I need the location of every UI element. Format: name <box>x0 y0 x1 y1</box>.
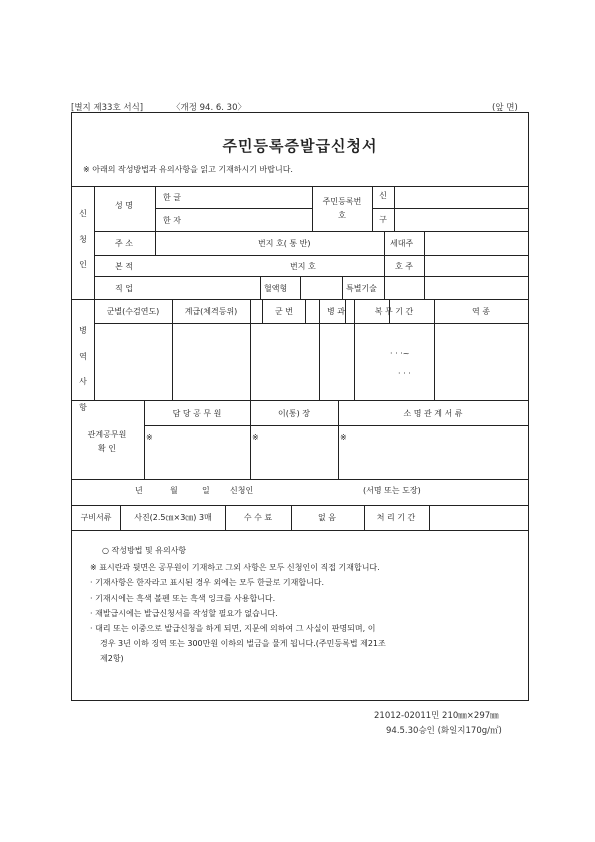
date-year: 년 <box>135 486 143 495</box>
instruction-text: ※ 아래의 작성방법과 유의사항을 읽고 기재하시기 바랍니다. <box>83 165 293 174</box>
official-section-line2: 확 인 <box>98 444 116 453</box>
processing-period-label: 처 리 기 간 <box>376 513 416 522</box>
applicant-signature-label: 신청인 <box>230 486 254 495</box>
service-period-from: · · ·~ <box>390 349 410 358</box>
rrn-label: 주민등록번 호 <box>322 197 362 220</box>
military-col-period: 복 무 기 간 <box>374 307 414 316</box>
required-docs-label: 구비서류 <box>80 513 112 522</box>
official-col-officer: 담 당 공 무 원 <box>172 409 222 418</box>
military-col-branch-type: 병 과 <box>327 307 345 316</box>
hanja-label: 한 자 <box>163 216 181 225</box>
approval-note: 94.5.30승인 (화일지170g/㎡) <box>386 726 502 736</box>
form-number: [별지 제33호 서식] <box>71 103 144 113</box>
form-code: 21012-02011민 210㎜×297㎜ <box>374 711 499 721</box>
military-section-label <box>77 325 89 427</box>
height-label-2: 구 <box>379 215 387 224</box>
domicile-label: 본 적 <box>115 262 133 271</box>
name-label: 성 명 <box>115 201 133 210</box>
signature-or-seal: (서명 또는 도장) <box>363 486 421 495</box>
note-item: · 기재시에는 흑색 볼펜 또는 흑색 잉크를 사용합니다. <box>90 593 276 603</box>
service-period-to: · · · <box>398 369 411 378</box>
fee-label: 수 수 료 <box>243 513 273 522</box>
note-item: 경우 3년 이하 징역 또는 300만원 이하의 벌금을 물게 됩니다.(주민등록법 제21조 <box>100 639 386 649</box>
date-day: 일 <box>202 486 210 495</box>
page-side: (앞 면) <box>492 103 518 113</box>
official-mark-1: ※ <box>146 433 153 442</box>
application-form <box>71 112 529 701</box>
height-label: 신 <box>379 191 387 200</box>
military-col-branch: 군별(수검연도) <box>106 307 160 316</box>
blood-label: 혈액형 <box>264 284 288 293</box>
official-mark-3: ※ <box>340 433 347 442</box>
military-col-number: 군 번 <box>275 307 293 316</box>
address-detail: 번지 호( 통 반) <box>258 239 311 248</box>
military-col-type: 역 종 <box>472 307 490 316</box>
domicile-detail: 번지 호 <box>290 262 316 271</box>
official-mark-2: ※ <box>252 433 259 442</box>
applicant-section-label <box>77 208 89 285</box>
note-item: 제2항) <box>100 654 124 664</box>
military-section-text: 병 역 사 항 <box>79 326 87 412</box>
fee-value: 없 음 <box>318 513 336 522</box>
household-label: 세대주 <box>390 239 414 248</box>
revision-date: 〈개정 94. 6. 30〉 <box>172 103 246 113</box>
skill-label: 특별기술 <box>346 284 377 293</box>
address-label: 주 소 <box>115 239 133 248</box>
head-label: 호 주 <box>395 262 413 271</box>
photo-requirement: 사진(2.5㎝×3㎝) 3매 <box>134 513 212 522</box>
notes-heading: ○ 작성방법 및 유의사항 <box>102 546 187 555</box>
official-col-docs: 소 명 관 계 서 류 <box>403 409 463 418</box>
applicant-section-text: 신 청 인 <box>79 209 87 270</box>
note-item: · 재발급시에는 발급신청서를 작성할 필요가 없습니다. <box>90 608 278 618</box>
note-item: · 기재사항은 한자라고 표시된 경우 외에는 모두 한글로 기재합니다. <box>90 578 325 588</box>
note-item: ※ 표시란과 뒷면은 공무원이 기재하고 그외 사항은 모두 신청인이 직접 기재합니다. <box>90 563 380 573</box>
official-section-line1: 관계공무원 <box>87 430 127 439</box>
date-month: 월 <box>170 486 178 495</box>
hangul-label: 한 글 <box>163 193 181 202</box>
official-col-chief: 이(통) 장 <box>278 409 310 418</box>
military-col-rank: 계급(체격등위) <box>184 307 238 316</box>
note-item: · 대리 또는 이중으로 발급신청을 하게 되면, 지문에 의하여 그 사실이 판명되며, 이 <box>90 623 376 633</box>
form-title: 주민등록증발급신청서 <box>222 137 378 155</box>
job-label: 직 업 <box>115 284 133 293</box>
notes-section <box>84 543 514 667</box>
